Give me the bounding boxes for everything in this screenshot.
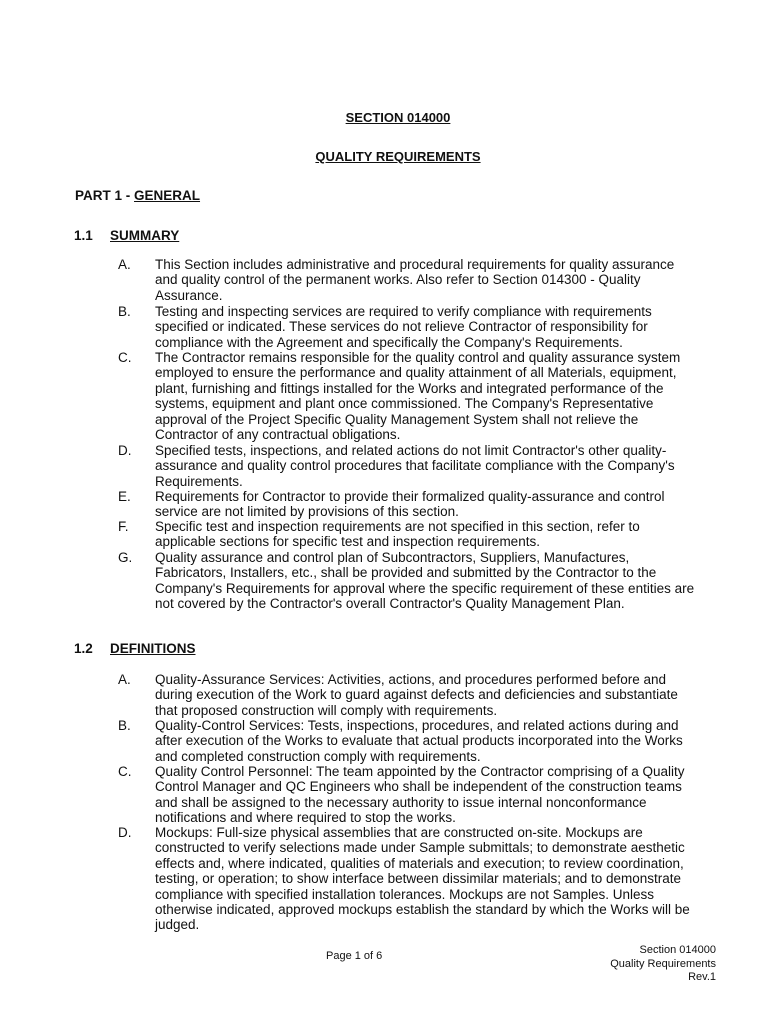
footer-section: Section 014000 bbox=[639, 944, 716, 956]
summary-item-d bbox=[118, 443, 698, 489]
summary-item-a bbox=[118, 257, 698, 303]
document-title: QUALITY REQUIREMENTS bbox=[315, 149, 481, 164]
item-letter: C. bbox=[118, 764, 132, 779]
footer-revision: Rev.1 bbox=[688, 971, 716, 983]
item-text: Quality-Control Services: Tests, inspections, procedures, and related actions during and after execution of the Works to evaluate that actual products incorporated into the Works and completed construction comply with requirements. bbox=[155, 718, 683, 764]
summary-item-e bbox=[118, 489, 698, 520]
summary-item-f bbox=[118, 519, 698, 550]
item-letter: B. bbox=[118, 304, 131, 319]
item-letter: F. bbox=[118, 519, 129, 534]
summary-item-b bbox=[118, 304, 698, 350]
definitions-item-d bbox=[118, 825, 698, 933]
item-letter: B. bbox=[118, 718, 131, 733]
definitions-item-b bbox=[118, 718, 698, 764]
definitions-item-a bbox=[118, 672, 698, 718]
item-letter: D. bbox=[118, 443, 132, 458]
section-heading-definitions bbox=[74, 641, 196, 656]
item-letter: G. bbox=[118, 550, 133, 565]
item-text: Specific test and inspection requirements are not specified in this section, refer to applicable sections for specific test and inspection requirements. bbox=[155, 519, 640, 550]
section-title: DEFINITIONS bbox=[110, 641, 196, 656]
item-letter: A. bbox=[118, 672, 131, 687]
summary-item-c bbox=[118, 350, 698, 442]
item-text: Quality assurance and control plan of Subcontractors, Suppliers, Manufactures, Fabricators, Installers, etc., shall be provided and submitted by the Contractor to the Company's Requirements for approval where the specific requirement of these entities are not covered by the Contractor's overall Contractor's Quality Management Plan. bbox=[155, 550, 695, 612]
definitions-item-c bbox=[118, 764, 698, 826]
page-number: Page 1 of 6 bbox=[326, 950, 383, 962]
item-letter: E. bbox=[118, 489, 131, 504]
section-number: 1.1 bbox=[74, 228, 93, 243]
item-text: Mockups: Full-size physical assemblies that are constructed on-site. Mockups are constructed to verify selections made under Sample submittals; to demonstrate aesthetic effects and, where indicated, qualities of materials and execution; to review coordination, testing, or operation; to show interface between dissimilar materials; and to demonstrate compliance with specified installation tolerances. Mockups are not Samples. Unless otherwise indicated, approved mockups establish the standard by which the Works will be judged. bbox=[155, 825, 690, 933]
part-prefix: PART 1 - bbox=[75, 188, 135, 203]
item-text: This Section includes administrative and procedural requirements for quality assurance and quality control of the permanent works. Also refer to Section 014300 - Quality Assurance. bbox=[155, 257, 675, 303]
footer-document-info bbox=[610, 944, 716, 985]
item-letter: D. bbox=[118, 825, 132, 840]
item-text: Specified tests, inspections, and related actions do not limit Contractor's other quality-assurance and quality control procedures that facilitate compliance with the Company's Requirements. bbox=[155, 443, 675, 489]
summary-item-g bbox=[118, 550, 698, 612]
item-text: Testing and inspecting services are required to verify compliance with requirements specified or indicated. These services do not relieve Contractor of responsibility for compliance with the Agreement and specifically the Company's Requirements. bbox=[155, 304, 652, 350]
section-number: 1.2 bbox=[74, 641, 93, 656]
section-title: SUMMARY bbox=[110, 228, 180, 243]
section-heading-summary bbox=[74, 228, 179, 243]
item-letter: C. bbox=[118, 350, 132, 365]
part-heading bbox=[75, 188, 200, 203]
item-text: Requirements for Contractor to provide their formalized quality-assurance and control service are not limited by provisions of this section. bbox=[155, 489, 665, 520]
item-text: Quality-Assurance Services: Activities, actions, and procedures performed before and during execution of the Work to guard against defects and deficiencies and substantiate that proposed construction will comply with requirements. bbox=[155, 672, 678, 718]
item-text: Quality Control Personnel: The team appointed by the Contractor comprising of a Quality Control Manager and QC Engineers who shall be independent of the construction teams and shall be assigned to the necessary authority to issue internal nonconformance notifications and where required to stop the works. bbox=[155, 764, 685, 826]
item-text: The Contractor remains responsible for the quality control and quality assurance system employed to ensure the performance and quality attainment of all Materials, equipment, plant, furnishing and fittings installed for the Works and integrated performance of the systems, equipment and plant once commissioned. The Company's Representative approval of the Project Specific Quality Management System shall not relieve the Contractor of any contractual obligations. bbox=[155, 350, 681, 443]
footer-title: Quality Requirements bbox=[610, 957, 716, 970]
item-letter: A. bbox=[118, 257, 131, 272]
section-number-title: SECTION 014000 bbox=[345, 110, 451, 125]
part-name: GENERAL bbox=[134, 188, 201, 203]
